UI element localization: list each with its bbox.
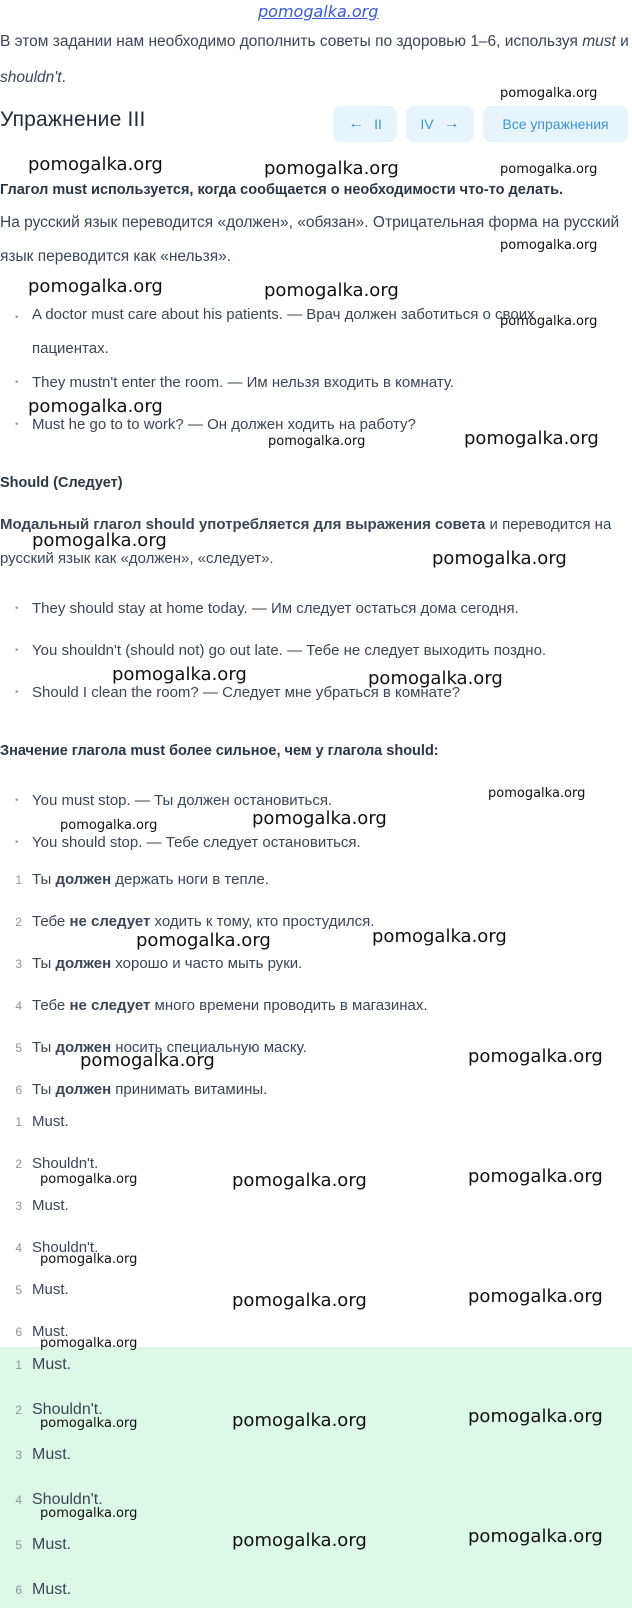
should-heading: Should (Следует) bbox=[0, 475, 123, 491]
green-answer-2: 2 Shouldn't. bbox=[15, 1401, 103, 1418]
answer-2: 2 Shouldn't. bbox=[15, 1155, 99, 1172]
watermark: pomogalka.org bbox=[432, 548, 567, 569]
watermark: pomogalka.org bbox=[28, 154, 163, 175]
site-link[interactable]: pomogalka.org bbox=[258, 2, 379, 21]
intro-and: и bbox=[615, 33, 629, 50]
must-example-1: • A doctor must care about his patients. — Врач должен заботиться о своих пациентах. bbox=[16, 298, 616, 366]
watermark: pomogalka.org bbox=[464, 428, 599, 449]
watermark: pomogalka.org bbox=[500, 314, 598, 329]
watermark: pomogalka.org bbox=[60, 818, 158, 833]
answer-block bbox=[0, 1347, 632, 1608]
watermark: pomogalka.org bbox=[468, 1286, 603, 1307]
watermark: pomogalka.org bbox=[136, 930, 271, 951]
watermark: pomogalka.org bbox=[468, 1046, 603, 1067]
watermark: pomogalka.org bbox=[40, 1416, 138, 1431]
must-example-2: • They mustn't enter the room. — Им нельзя входить в комнату. bbox=[16, 374, 454, 391]
watermark: pomogalka.org bbox=[232, 1410, 367, 1431]
should-example-3: • Should I clean the room? — Следует мне убраться в комнате? bbox=[16, 684, 460, 701]
translation-6: 6 Ты должен принимать витамины. bbox=[15, 1081, 268, 1098]
watermark: pomogalka.org bbox=[252, 808, 387, 829]
comparison-heading: Значение глагола must более сильное, чем у глагола should: bbox=[0, 743, 439, 759]
comparison-example-1: • You must stop. — Ты должен остановиться. bbox=[16, 792, 332, 809]
green-answer-4: 4 Shouldn't. bbox=[15, 1491, 103, 1508]
watermark: pomogalka.org bbox=[264, 280, 399, 301]
translation-3: 3 Ты должен хорошо и часто мыть руки. bbox=[15, 955, 303, 972]
watermark: pomogalka.org bbox=[232, 1290, 367, 1311]
watermark: pomogalka.org bbox=[232, 1530, 367, 1551]
watermark: pomogalka.org bbox=[268, 434, 366, 449]
answer-4: 4 Shouldn't. bbox=[15, 1239, 99, 1256]
translation-2: 2 Тебе не следует ходить к тому, кто простудился. bbox=[15, 913, 375, 930]
watermark: pomogalka.org bbox=[468, 1526, 603, 1547]
comparison-example-2: • You should stop. — Тебе следует остановиться. bbox=[16, 834, 361, 851]
should-rule-rest: и переводится на русский язык как «должен», «следует». bbox=[0, 516, 612, 567]
intro-end: . bbox=[61, 69, 66, 86]
intro-shouldnt: shouldn't bbox=[0, 69, 62, 86]
watermark: pomogalka.org bbox=[28, 276, 163, 297]
answer-5: 5 Must. bbox=[15, 1281, 69, 1298]
should-example-1: • They should stay at home today. — Им следует остаться дома сегодня. bbox=[16, 600, 519, 617]
watermark: pomogalka.org bbox=[264, 158, 399, 179]
exercise-title: Упражнение III bbox=[0, 108, 146, 131]
watermark: pomogalka.org bbox=[40, 1336, 138, 1351]
translation-4: 4 Тебе не следует много времени проводить в магазинах. bbox=[15, 997, 428, 1014]
all-exercises-button[interactable] bbox=[483, 106, 628, 142]
answer-6: 6 Must. bbox=[15, 1323, 69, 1340]
must-example-3: • Must he go to to work? — Он должен ходить на работу? bbox=[16, 416, 416, 433]
must-rule-heading: Глагол must используется, когда сообщается о необходимости что-то делать. bbox=[0, 182, 564, 198]
watermark: pomogalka.org bbox=[40, 1172, 138, 1187]
watermark: pomogalka.org bbox=[28, 396, 163, 417]
arrow-left-icon: ← bbox=[348, 115, 365, 132]
watermark: pomogalka.org bbox=[468, 1406, 603, 1427]
watermark: pomogalka.org bbox=[488, 786, 586, 801]
watermark: pomogalka.org bbox=[500, 86, 598, 101]
all-exercises-label: Все упражнения bbox=[502, 116, 609, 132]
watermark: pomogalka.org bbox=[368, 668, 503, 689]
intro-before: В этом задании нам необходимо дополнить советы по здоровью 1–6, используя bbox=[0, 33, 583, 50]
watermark: pomogalka.org bbox=[372, 926, 507, 947]
answer-3: 3 Must. bbox=[15, 1197, 69, 1214]
watermark: pomogalka.org bbox=[112, 664, 247, 685]
watermark: pomogalka.org bbox=[500, 238, 598, 253]
translation-5: 5 Ты должен носить специальную маску. bbox=[15, 1039, 307, 1056]
watermark: pomogalka.org bbox=[468, 1166, 603, 1187]
translation-1: 1 Ты должен держать ноги в тепле. bbox=[15, 871, 269, 888]
watermark: pomogalka.org bbox=[40, 1506, 138, 1521]
intro-must: must bbox=[582, 33, 616, 50]
watermark: pomogalka.org bbox=[80, 1050, 215, 1071]
watermark: pomogalka.org bbox=[32, 530, 167, 551]
watermark: pomogalka.org bbox=[40, 1252, 138, 1267]
green-answer-6: 6 Must. bbox=[15, 1581, 72, 1598]
next-exercise-button[interactable] bbox=[406, 106, 474, 142]
should-rule-bold: Модальный глагол should употребляется для выражения совета bbox=[0, 516, 486, 533]
next-label: IV bbox=[420, 116, 434, 132]
prev-label: II bbox=[374, 116, 382, 132]
arrow-right-icon: → bbox=[443, 115, 460, 132]
must-rule-text: На русский язык переводится «должен», «обязан». Отрицательная форма на русский язык переводится как «нельзя». bbox=[0, 214, 620, 265]
green-answer-5: 5 Must. bbox=[15, 1536, 72, 1553]
answer-1: 1 Must. bbox=[15, 1113, 69, 1130]
watermark: pomogalka.org bbox=[500, 162, 598, 177]
green-answer-3: 3 Must. bbox=[15, 1446, 72, 1463]
watermark: pomogalka.org bbox=[232, 1170, 367, 1191]
prev-exercise-button[interactable] bbox=[333, 106, 397, 142]
should-example-2: • You shouldn't (should not) go out late. — Тебе не следует выходить поздно. bbox=[16, 642, 546, 659]
green-answer-1: 1 Must. bbox=[15, 1356, 72, 1373]
